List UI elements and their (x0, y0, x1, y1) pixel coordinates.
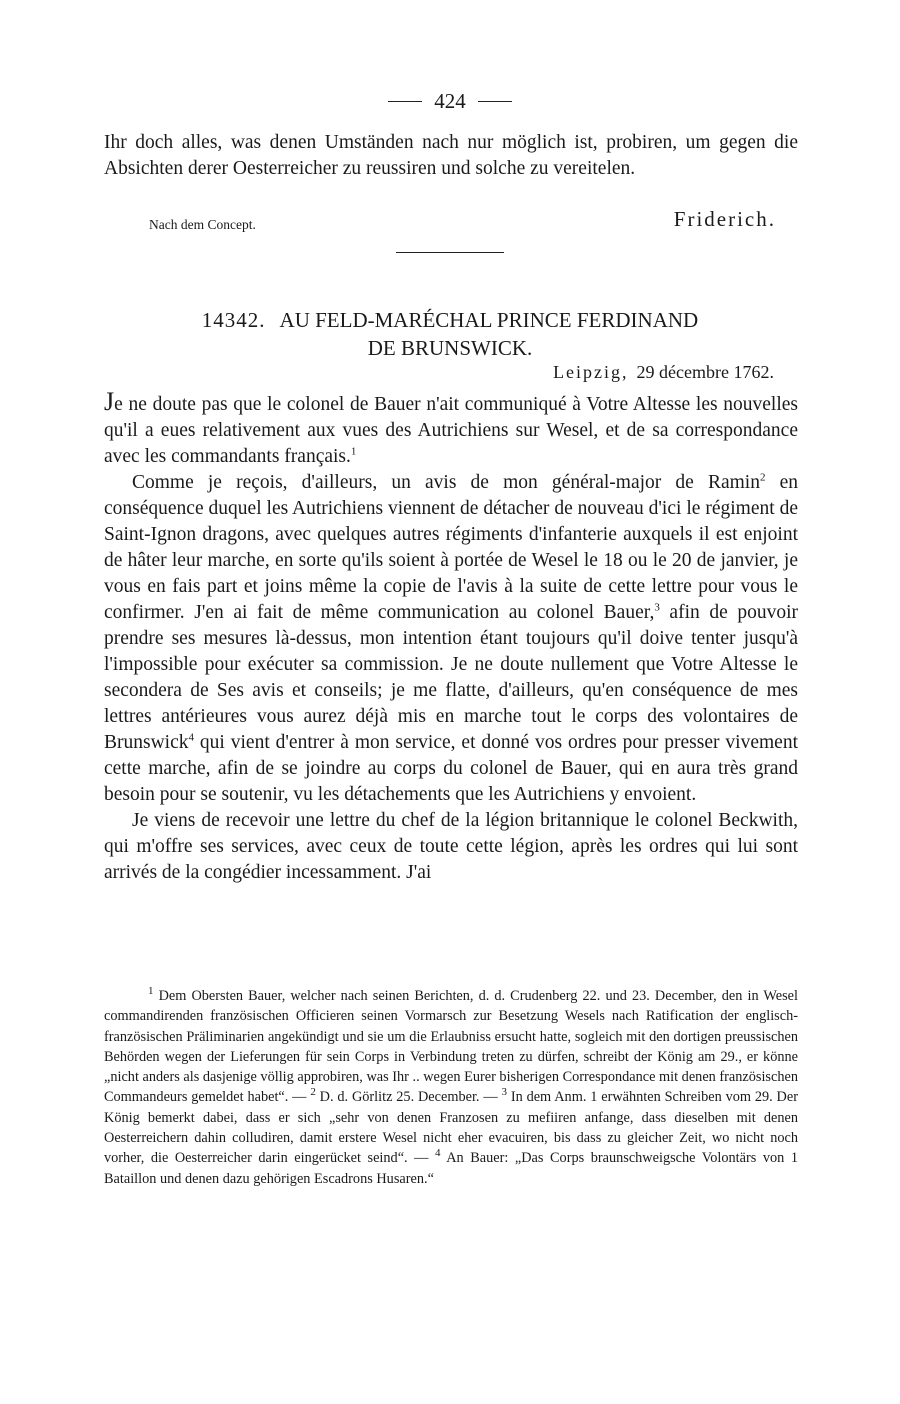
footnote-mark-1: 1 (148, 985, 154, 998)
footnote-mark-3: 3 (501, 1086, 507, 1099)
continuation-text: Ihr doch alles, was denen Umständen nach nur möglich ist, probiren, um gegen die Absichten derer Oesterreicher zu reussiren und solche zu vereitelen. (104, 132, 798, 179)
section-divider (396, 252, 504, 253)
letter-number: 14342. (201, 308, 266, 332)
footnote-mark-4: 4 (434, 1147, 441, 1160)
footnote-ref-4: 4 (188, 731, 194, 744)
letter-title-line2: DE BRUNSWICK. (367, 336, 533, 360)
footnotes (104, 986, 798, 1189)
source-note: Nach dem Concept. (149, 217, 256, 232)
footnote-4: An Bauer: „Das Corps braunschweigsche Volontärs von 1 Bataillon und denen dazu gehörigen Escadrons Husaren.“ (104, 1150, 798, 1187)
footnote-block (104, 986, 798, 1189)
letter-title: AU FELD-MARÉCHAL PRINCE FERDINAND (279, 308, 699, 332)
paragraph-2 (104, 470, 798, 808)
signature: Friderich. (673, 207, 776, 231)
footnote-1: Dem Obersten Bauer, welcher nach seinen Berichten, d. d. Crudenberg 22. und 23. December, den in Wesel commandirenden französischen Officieren seinen Vormarsch zur Besetzung Wesels nach Ratification der englisch-französischen Präliminarien angekündigt und sie um die Erlaubniss ersucht hatte, sogleich mit den dortigen preussischen Behörden wegen der Lieferungen für sein Corps in Verbindung treten zu dürfen, schreibt der König am 29., er könne „nicht anders als dasjenige völlig approbiren, was Ihr .. wegen Eurer bisherigen Correspondance mit denen französischen Commandeurs gemeldet habet“. — (104, 988, 798, 1106)
footnote-mark-2: 2 (310, 1086, 316, 1099)
paragraph-2-text-c: afin de pouvoir prendre ses mesures là-dessus, mon intention étant toujours qu'il doive tenter jusqu'à l'impossible pour exécuter sa commission. Je ne doute nullement que Votre Altesse le secondera de Ses avis et conseils; je me flatte, d'ailleurs, qu'en conséquence de mes lettres antérieures vous aurez déjà mis en marche tout le corps des volontaires de Brunswick (104, 602, 798, 753)
paragraph-3: Je viens de recevoir une lettre du chef de la légion britannique le colonel Beckwith, qui m'offre ses services, avec ceux de toute cette légion, après les ordres qui lui sont arrivés de la congédier incessamment. J'ai (104, 810, 798, 883)
letter-heading (100, 306, 800, 362)
page-header (0, 86, 900, 116)
paragraph-2-text-a: Comme je reçois, d'ailleurs, un avis de mon général-major de Ramin (132, 472, 760, 493)
dateline (553, 362, 774, 383)
signature-row (104, 207, 776, 237)
dateline-date: 29 décembre 1762. (636, 362, 774, 382)
footnote-ref-1: 1 (350, 445, 357, 458)
paragraph-1 (104, 389, 798, 470)
dateline-place: Leipzig, (553, 362, 629, 382)
paragraph-1-text: Je ne doute pas que le colonel de Bauer n'ait communiqué à Votre Altesse les nouvelles qu'il a eues relativement aux vues des Autrichiens sur Wesel, et de sa correspondance avec les commandants français. (104, 387, 798, 467)
page-number: 424 (434, 88, 466, 113)
footnote-ref-2: 2 (759, 471, 766, 484)
letter-body (104, 389, 798, 886)
footnote-3: In dem Anm. 1 erwähnten Schreiben vom 29. Der König bemerkt dabei, dass er sich „sehr von denen Franzosen zu mefiiren anfange, dass dieselben mit denen Oesterreichern dahin colludiren, damit erstere Wesel nicht eher evacuiren, bis dass zu gleicher Zeit, wo nicht noch vorher, die Oesterreicher darin eingerücket seind“. — (104, 1089, 798, 1167)
paragraph-2-text-b: en conséquence duquel les Autrichiens viennent de détacher de nouveau d'ici le régiment de Saint-Ignon dragons, avec quelques autres régiments d'infanterie auxquels il est enjoint de hâter leur marche, en sorte qu'ils soient à portée de Wesel le 18 ou le 20 de janvier, je vous en fais part et joins même la copie de l'avis à la suite de cette lettre pour vous le confirmer. J'en ai fait de même communication au colonel Bauer, (104, 472, 799, 623)
header-dash-left (388, 101, 422, 102)
letter-heading-line1 (100, 306, 800, 334)
paragraph-2-text-d: qui vient d'entrer à mon service, et donné vos ordres pour presser vivement cette marche, afin de se joindre au corps du colonel de Bauer, qui en aura très grand besoin pour se soutenir, vu les détachements que les Autrichiens y envoient. (104, 732, 798, 805)
header-dash-right (478, 101, 512, 102)
footnote-2: D. d. Görlitz 25. December. — (315, 1089, 502, 1106)
footnote-ref-3: 3 (654, 601, 660, 614)
